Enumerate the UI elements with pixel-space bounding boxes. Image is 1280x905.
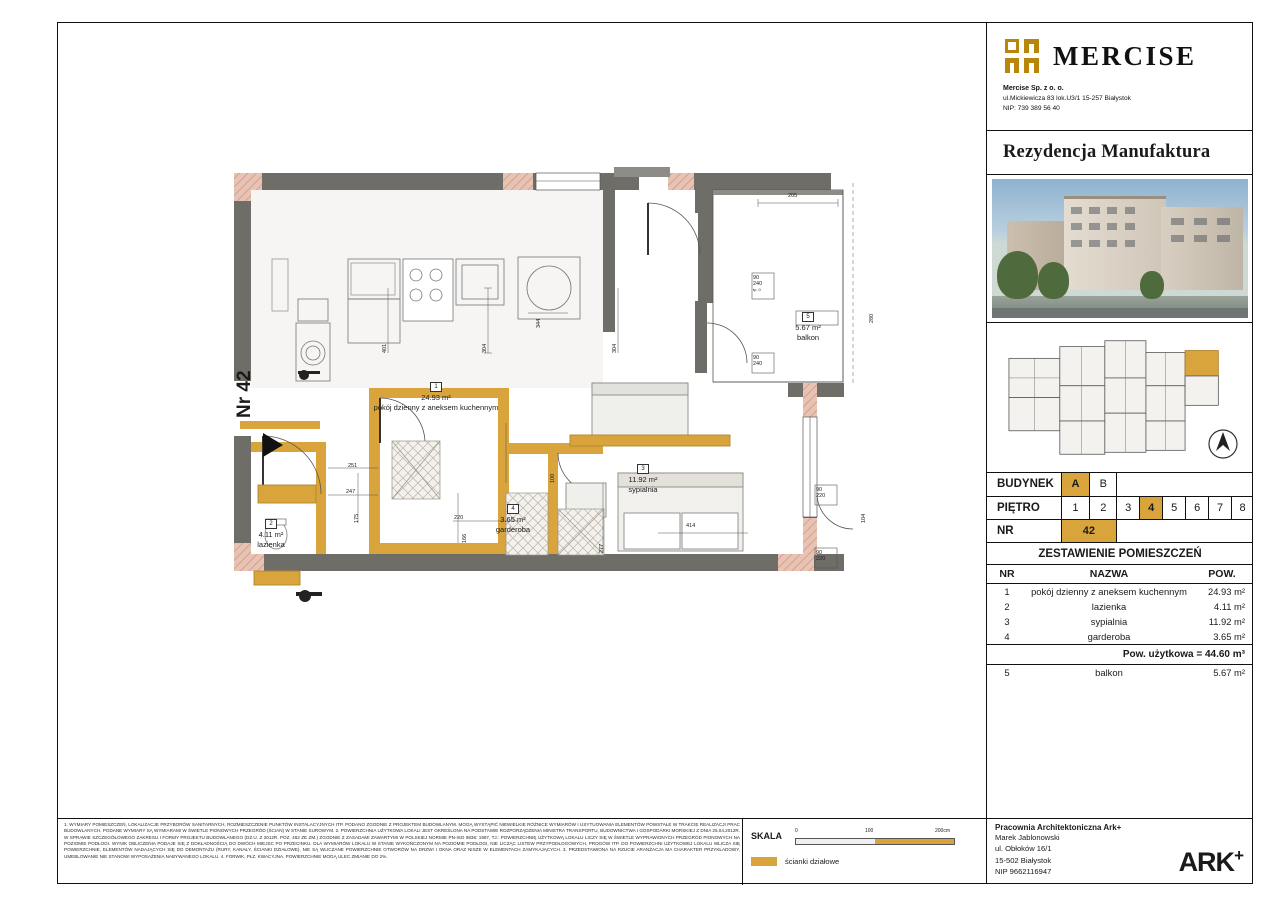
door-tag-1: 90 240 tp. 0 [753, 275, 763, 293]
ark-logo-plus: + [1234, 846, 1243, 865]
floor-plan-svg [58, 23, 986, 818]
schedule-total: Pow. użytkowa = 44.60 m³ [987, 645, 1253, 665]
dim-304a: 304 [482, 343, 488, 353]
drawing-sheet [57, 22, 1253, 884]
pietro-option-7[interactable]: 7 [1209, 496, 1232, 519]
pietro-option-8[interactable]: 8 [1232, 496, 1253, 519]
schedule-row-2-nazwa: lazienka [1091, 601, 1127, 612]
schedule-header-row [987, 565, 1253, 584]
dim-280: 280 [869, 313, 875, 323]
budynek-spacer [1117, 473, 1253, 496]
pietro-option-5[interactable]: 5 [1163, 496, 1186, 519]
scale-label: SKALA [751, 831, 782, 841]
room-number-2: 2 [265, 519, 276, 529]
room-label-bedroom [598, 463, 688, 495]
room-number-5: 5 [802, 312, 813, 322]
room-name-4: garderoba [495, 525, 531, 535]
schedule-row-4-pow: 3.65 m² [1213, 631, 1245, 642]
studio-city: 15-502 Białystok [995, 855, 1052, 865]
dim-251: 251 [348, 463, 358, 469]
title-block-panel [986, 23, 1253, 884]
schedule-row-2-nr: 2 [1004, 601, 1010, 612]
legend-label-partition: ścianki działowe [785, 857, 840, 866]
table-row [987, 629, 1253, 645]
company-legal-name: Mercise Sp. z o. o. [1003, 85, 1064, 92]
room-area-1: 24.93 m² [421, 393, 451, 403]
room-area-5: 5.67 m² [795, 323, 821, 333]
table-row [987, 665, 1253, 681]
budynek-row [987, 473, 1253, 496]
project-title: Rezydencja Manufaktura [1003, 142, 1211, 162]
schedule-row-1-nr: 1 [1004, 586, 1010, 597]
scale-box [742, 819, 986, 885]
schedule-header-nr: NR [987, 565, 1027, 584]
pietro-option-4[interactable]: 4 [1140, 496, 1163, 519]
room-area-3: 11.92 m² [628, 475, 658, 485]
budynek-option-a[interactable]: A [1061, 473, 1090, 496]
dim-304b: 304 [612, 343, 618, 353]
floor-plan [58, 23, 986, 818]
pietro-option-6[interactable]: 6 [1186, 496, 1209, 519]
dim-247: 247 [346, 489, 356, 495]
building-render-image [992, 179, 1248, 318]
schedule-row-1-pow: 24.93 m² [1208, 586, 1245, 597]
room-area-2: 4.11 m² [258, 530, 284, 540]
meta-table-block [987, 473, 1253, 543]
schedule-row-2-pow: 4.11 m² [1213, 601, 1245, 612]
room-area-4: 3.65 m² [500, 515, 526, 525]
room-label-bathroom [226, 518, 316, 550]
budynek-label: BUDYNEK [987, 473, 1061, 496]
table-row [987, 584, 1253, 600]
dim-104: 104 [861, 513, 867, 523]
nr-value: 42 [1061, 519, 1117, 542]
schedule-row-3-nazwa: sypialnia [1090, 616, 1128, 627]
schedule-row-3-nr: 3 [1004, 616, 1010, 627]
nr-label: NR [987, 519, 1061, 542]
schedule-row-5-pow: 5.67 m² [1213, 667, 1245, 678]
room-label-living [346, 381, 526, 413]
schedule-block [987, 543, 1253, 680]
pietro-option-1[interactable]: 1 [1061, 496, 1090, 519]
company-logo-text: MERCISE [1053, 40, 1197, 71]
project-title-block [987, 131, 1253, 175]
schedule-title: ZESTAWIENIE POMIESZCZEŃ [987, 543, 1253, 565]
door-tag-3: 90 220 [816, 487, 826, 500]
mercise-logo-icon [1003, 37, 1041, 75]
company-nip: NIP: 739 389 56 40 [1003, 104, 1060, 112]
dim-220: 220 [454, 515, 464, 521]
door-tag-4: 90 220 [816, 550, 826, 563]
dim-344: 344 [536, 318, 542, 328]
nr-row [987, 519, 1253, 542]
notes-strip [58, 818, 986, 884]
scale-tick-100: 100 [865, 827, 874, 834]
dim-166: 166 [462, 533, 468, 543]
schedule-row-4-nr: 4 [1004, 631, 1010, 642]
room-number-1: 1 [430, 382, 441, 392]
pietro-option-3[interactable]: 3 [1117, 496, 1140, 519]
key-plan-block [987, 323, 1253, 473]
dim-401: 401 [382, 343, 388, 353]
schedule-table [987, 565, 1253, 680]
unit-number-label: Nr 42 [234, 370, 255, 418]
scale-tick-200: 200cm [935, 827, 951, 834]
door-tag-2: 90 240 [753, 355, 763, 368]
budynek-option-b[interactable]: B [1090, 473, 1117, 496]
room-label-wardrobe [468, 503, 558, 535]
schedule-row-4-nazwa: garderoba [1087, 631, 1131, 642]
room-number-3: 3 [637, 464, 648, 474]
scale-tick-0: 0 [795, 827, 798, 834]
dim-100: 100 [550, 473, 556, 483]
schedule-row-3-pow: 11.92 m² [1208, 616, 1245, 627]
legal-notes: 1. WYMIARY POMIESZCZEŃ, LOKALIZACJE PRZYBORÓW SANITARNYCH, ROZMIESZCZENIE PUNKTÓW INSTALACYJNYCH ITP. PODANO ZGODNIE Z PROJEKTEM BUDOWLANYM. MOGĄ WYSTĄPIĆ NIEWIELKIE RÓŻNICE WYMIARÓW I USYTUOWANIA ELEMENTÓW POWSTAŁE W TRAKCIE REALIZACJI PRAC BUDOWLANYCH. PODANE WYMIARY SĄ WYMIARAMI W ŚWIETLE PIONOWYCH PRZEGRÓD (ŚCIAN) W STANIE SUROWYM. 2. POWIERZCHNIA UŻYTKOWA LOKALI JEST OKREŚLONA NA PODSTAWIE ROZPORZĄDZENIA MINISTRA TRANSPORTU, BUDOWNICTWA I GOSPODARKI MORSKIEJ Z DNIA 25.04.2012R. W SPRAWIE SZCZEGÓŁOWEGO ZAKRESU I FORMY PROJEKTU BUDOWLANEGO (DZ.U. Z 2012R. POZ. 462 ZE ZM.) ZGODNIE Z ZASADAMI ZAWARTYMI W POLSKIEJ NORMIE PN-ISO 9836: 1997, TJ.: POWIERZCHNIĘ UŻYTKOWĄ LOKALU LICZY SIĘ W ŚWIETLE WYPRAWIONYCH PRZEGRÓD PIONOWYCH NA POZIOMIE PODŁOGI. WYNIK OBLICZENIA PODAJE SIĘ Z DOKŁADNOŚCIĄ DO DWÓCH MIEJSC PO PRZECINKU. DLA WYMIARÓW LOKALU W STANIE WYKOŃCZONYM NA POZIOMIE PODŁOGI, NIE LICZĄC LISTEW PRZYPODŁOGOWYCH, PROGÓW ITP. DO POWIERZCHNI UŻYTKOWEJ LOKALU WLICZA SIĘ POWIERZCHNIE, ELEMENTÓW NADAJĄCYCH SIĘ DO DEMONTAŻU (RURY, KANAŁY, ŚCIANKI DZIAŁOWE), NIE SĄ WLICZANE POWIERZCHNIE OTWORÓW NA DRZWI I OKNA ORAZ NISZE W ELEMENTACH ZAMYKAJĄCYCH. 3. PRZEDSTAWIONA NA RZUCIE ARANŻACJA MA CHARAKTER PRZYKŁADOWY, UMEBLOWANIE NIE STANOWI WYPOSAŻENIA NABYWANEGO LOKALU. 4. FORWIK, PŁZ. KWACYJNA. POWIERZCHNIE MOGĄ ULEC ZMIANIE DO 2%. [64, 822, 740, 859]
legend-swatch-partition [751, 857, 777, 866]
dim-205: 205 [788, 193, 798, 199]
room-name-1: pokój dzienny z aneksem kuchennym [373, 403, 499, 413]
room-name-2: lazienka [257, 540, 285, 550]
pietro-option-2[interactable]: 2 [1090, 496, 1117, 519]
studio-person: Marek Jablonowski [995, 833, 1060, 842]
ark-logo-text: ARK [1178, 847, 1235, 877]
schedule-total-row [987, 645, 1253, 665]
schedule-header-nazwa: NAZWA [1027, 565, 1191, 584]
room-label-balcony [763, 311, 853, 343]
north-arrow-icon [1203, 424, 1243, 464]
dim-175: 175 [354, 513, 360, 523]
building-render-block [987, 175, 1253, 323]
schedule-row-5-nr: 5 [1004, 667, 1010, 678]
scale-bar [795, 828, 955, 845]
studio-street: ul. Obłoków 16/1 [995, 844, 1052, 854]
entrance-arrow-icon [263, 433, 283, 457]
nr-spacer [1117, 519, 1253, 542]
room-name-3: sypialnia [628, 485, 658, 495]
studio-name: Pracownia Architektoniczna Ark+ [995, 823, 1122, 832]
schedule-header-pow: POW. [1191, 565, 1253, 584]
room-number-4: 4 [507, 504, 518, 514]
company-address: ul.Mickiewicza 83 lok.U3/1 15-257 Białystok [1003, 95, 1131, 103]
table-row [987, 599, 1253, 614]
pietro-row [987, 496, 1253, 519]
dim-414: 414 [686, 523, 696, 529]
studio-nip: NIP 9662116947 [995, 867, 1052, 877]
dim-277: 277 [599, 543, 605, 553]
table-row [987, 614, 1253, 629]
schedule-row-1-nazwa: pokój dzienny z aneksem kuchennym [1031, 586, 1187, 597]
company-block [987, 23, 1253, 131]
schedule-row-5-nazwa: balkon [1095, 667, 1123, 678]
room-name-5: balkon [796, 333, 820, 343]
pietro-label: PIĘTRO [987, 496, 1061, 519]
